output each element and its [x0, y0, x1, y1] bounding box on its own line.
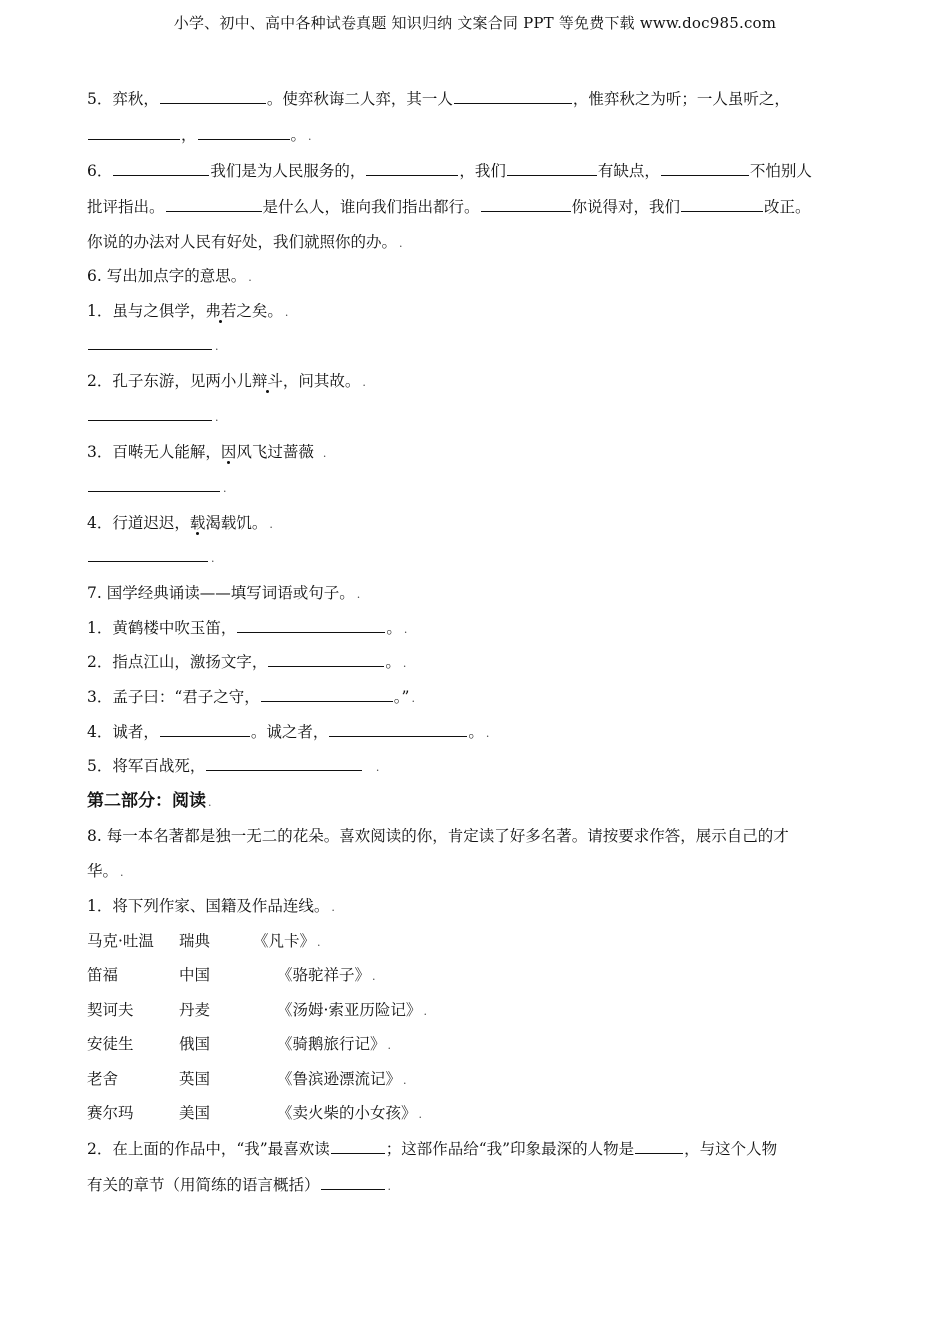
answer-blank[interactable]	[331, 1135, 385, 1154]
q7-line-5: 5．将军百战死， .	[87, 749, 867, 784]
answer-blank[interactable]	[366, 157, 458, 176]
q6a-line-2: 批评指出。 是什么人，谁向我们指出都行。 你说得对，我们 改正。	[87, 189, 867, 225]
q6b-item-2: 2．孔子东游，见两小儿辩斗，问其故。 .	[87, 372, 366, 391]
q8-intro-2: 华。 .	[87, 862, 124, 881]
matching-row: 马克·吐温 瑞典 《凡卡》 .	[87, 931, 321, 950]
matching-row: 安徒生 俄国 《骑鹅旅行记》 .	[87, 1035, 392, 1054]
answer-blank[interactable]	[113, 157, 209, 176]
answer-blank[interactable]	[160, 85, 266, 104]
q7-title: 7. 国学经典诵读——填写词语或句子。 .	[87, 584, 361, 603]
answer-blank[interactable]	[507, 157, 597, 176]
q5-line-2: ， 。 .	[87, 117, 867, 153]
answer-blank[interactable]	[88, 473, 220, 492]
answer-blank[interactable]	[160, 718, 250, 737]
q6b-item-3: 3．百啭无人能解，因风飞过蔷薇 .	[87, 442, 327, 461]
matching-row: 笛福 中国 《骆驼祥子》 .	[87, 966, 376, 985]
answer-blank[interactable]	[88, 543, 208, 562]
q8-sub1: 1．将下列作家、国籍及作品连线。 .	[87, 896, 335, 915]
q6b-answer-3: .	[87, 470, 867, 506]
q6b-answer-2: .	[87, 399, 867, 435]
answer-blank[interactable]	[681, 193, 763, 212]
q6b-answer-4: .	[87, 540, 867, 576]
q8-intro-1: 8. 每一本名著都是独一无二的花朵。喜欢阅读的你，肯定读了好多名著。请按要求作答，展示自己的才	[87, 827, 789, 846]
answer-blank[interactable]	[635, 1135, 683, 1154]
q6a-line-1: 6． 我们是为人民服务的， ，我们 有缺点， 不怕别人	[87, 153, 867, 189]
answer-blank[interactable]	[88, 331, 212, 350]
q8-sub2-line-2: 有关的章节（用简练的语言概括） .	[87, 1167, 867, 1203]
q7-line-2: 2．指点江山，激扬文字， 。 .	[87, 645, 867, 680]
page-header: 小学、初中、高中各种试卷真题 知识归纳 文案合同 PPT 等免费下载 www.doc985.com	[173, 14, 777, 32]
answer-blank[interactable]	[261, 683, 393, 702]
part2-heading: 第二部分：阅读 .	[87, 790, 212, 811]
q7-line-3: 3．孟子曰：“君子之守， 。” .	[87, 680, 867, 715]
q7-line-4: 4．诚者， 。诚之者， 。 .	[87, 715, 867, 750]
answer-blank[interactable]	[454, 85, 572, 104]
matching-row: 老舍 英国 《鲁滨逊漂流记》 .	[87, 1069, 407, 1088]
q5-line-1: 5．弈秋， 。使弈秋诲二人弈，其一人 ，惟弈秋之为听；一人虽听之，	[87, 82, 867, 117]
answer-blank[interactable]	[321, 1171, 385, 1190]
answer-blank[interactable]	[268, 648, 384, 667]
answer-blank[interactable]	[88, 121, 180, 140]
q8-sub2-line-1: 2．在上面的作品中，“我”最喜欢读 ；这部作品给“我”印象最深的人物是 ，与这个人物	[87, 1131, 867, 1167]
answer-blank[interactable]	[166, 193, 262, 212]
q7-line-1: 1．黄鹤楼中吹玉笛， 。 .	[87, 611, 867, 646]
answer-blank[interactable]	[198, 121, 290, 140]
q6b-item-4: 4．行道迟迟，载渴载饥。 .	[87, 513, 273, 532]
q6b-answer-1: .	[87, 328, 867, 364]
q6b-item-1: 1．虽与之俱学，弗若之矣。 .	[87, 301, 289, 320]
document-body	[87, 82, 867, 1203]
answer-blank[interactable]	[237, 614, 385, 633]
answer-blank[interactable]	[206, 752, 362, 771]
q6b-title: 6. 写出加点字的意思。 .	[87, 267, 252, 286]
matching-row: 契诃夫 丹麦 《汤姆·索亚历险记》 .	[87, 1000, 427, 1019]
answer-blank[interactable]	[88, 402, 212, 421]
answer-blank[interactable]	[481, 193, 571, 212]
answer-blank[interactable]	[661, 157, 749, 176]
matching-row: 赛尔玛 美国 《卖火柴的小女孩》 .	[87, 1104, 423, 1123]
q6a-line-3: 你说的办法对人民有好处，我们就照你的办。 .	[87, 232, 403, 251]
answer-blank[interactable]	[329, 718, 467, 737]
